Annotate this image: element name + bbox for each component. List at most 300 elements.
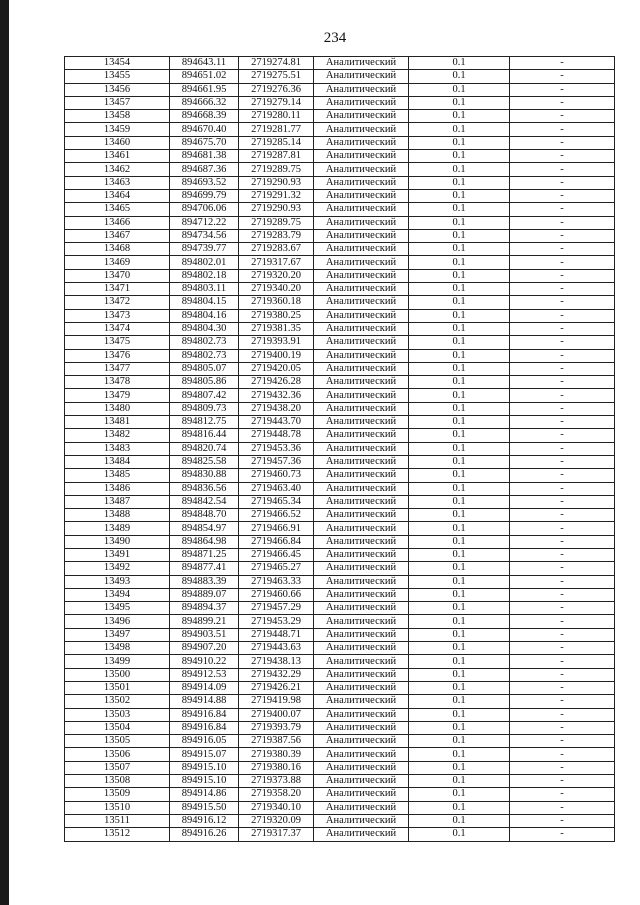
point-number-cell: 13507 [65,761,170,774]
method-cell: Аналитический [314,429,409,442]
y-coordinate-cell: 2719393.79 [239,721,314,734]
x-coordinate-cell: 894809.73 [170,402,239,415]
table-row [65,562,615,575]
point-number-cell: 13460 [65,136,170,149]
point-number-cell: 13508 [65,775,170,788]
point-number-cell: 13469 [65,256,170,269]
method-cell: Аналитический [314,150,409,163]
note-cell: - [510,562,615,575]
y-coordinate-cell: 2719289.75 [239,163,314,176]
note-cell: - [510,814,615,827]
method-cell: Аналитический [314,442,409,455]
method-cell: Аналитический [314,668,409,681]
note-cell: - [510,721,615,734]
y-coordinate-cell: 2719460.66 [239,588,314,601]
note-cell: - [510,509,615,522]
point-number-cell: 13509 [65,788,170,801]
point-number-cell: 13481 [65,416,170,429]
note-cell: - [510,775,615,788]
accuracy-cell: 0.1 [409,322,510,335]
method-cell: Аналитический [314,309,409,322]
table-row [65,189,615,202]
note-cell: - [510,216,615,229]
point-number-cell: 13490 [65,535,170,548]
x-coordinate-cell: 894820.74 [170,442,239,455]
note-cell: - [510,522,615,535]
table-row [65,588,615,601]
table-row [65,96,615,109]
table-row [65,429,615,442]
point-number-cell: 13472 [65,296,170,309]
accuracy-cell: 0.1 [409,70,510,83]
table-row [65,216,615,229]
point-number-cell: 13475 [65,336,170,349]
note-cell: - [510,748,615,761]
table-row [65,681,615,694]
method-cell: Аналитический [314,362,409,375]
y-coordinate-cell: 2719460.73 [239,469,314,482]
table-row [65,309,615,322]
table-row [65,349,615,362]
x-coordinate-cell: 894805.86 [170,376,239,389]
accuracy-cell: 0.1 [409,203,510,216]
y-coordinate-cell: 2719438.13 [239,655,314,668]
method-cell: Аналитический [314,349,409,362]
accuracy-cell: 0.1 [409,535,510,548]
method-cell: Аналитический [314,708,409,721]
point-number-cell: 13461 [65,150,170,163]
x-coordinate-cell: 894804.30 [170,322,239,335]
note-cell: - [510,376,615,389]
y-coordinate-cell: 2719426.28 [239,376,314,389]
x-coordinate-cell: 894883.39 [170,575,239,588]
table-row [65,256,615,269]
accuracy-cell: 0.1 [409,455,510,468]
method-cell: Аналитический [314,562,409,575]
note-cell: - [510,349,615,362]
note-cell: - [510,269,615,282]
table-row [65,801,615,814]
method-cell: Аналитический [314,721,409,734]
method-cell: Аналитический [314,243,409,256]
y-coordinate-cell: 2719287.81 [239,150,314,163]
table-row [65,548,615,561]
note-cell: - [510,615,615,628]
table-row [65,442,615,455]
note-cell: - [510,296,615,309]
x-coordinate-cell: 894687.36 [170,163,239,176]
accuracy-cell: 0.1 [409,110,510,123]
point-number-cell: 13476 [65,349,170,362]
accuracy-cell: 0.1 [409,243,510,256]
y-coordinate-cell: 2719393.91 [239,336,314,349]
table-row [65,269,615,282]
coordinates-table-body [65,57,615,842]
y-coordinate-cell: 2719380.25 [239,309,314,322]
table-row [65,229,615,242]
table-row [65,163,615,176]
table-row [65,416,615,429]
note-cell: - [510,455,615,468]
point-number-cell: 13510 [65,801,170,814]
point-number-cell: 13466 [65,216,170,229]
point-number-cell: 13478 [65,376,170,389]
note-cell: - [510,123,615,136]
point-number-cell: 13495 [65,602,170,615]
accuracy-cell: 0.1 [409,362,510,375]
x-coordinate-cell: 894916.12 [170,814,239,827]
note-cell: - [510,322,615,335]
accuracy-cell: 0.1 [409,176,510,189]
method-cell: Аналитический [314,482,409,495]
y-coordinate-cell: 2719400.19 [239,349,314,362]
method-cell: Аналитический [314,748,409,761]
x-coordinate-cell: 894712.22 [170,216,239,229]
y-coordinate-cell: 2719291.32 [239,189,314,202]
y-coordinate-cell: 2719283.79 [239,229,314,242]
y-coordinate-cell: 2719381.35 [239,322,314,335]
accuracy-cell: 0.1 [409,761,510,774]
method-cell: Аналитический [314,203,409,216]
point-number-cell: 13503 [65,708,170,721]
point-number-cell: 13500 [65,668,170,681]
note-cell: - [510,176,615,189]
note-cell: - [510,309,615,322]
y-coordinate-cell: 2719453.29 [239,615,314,628]
x-coordinate-cell: 894812.75 [170,416,239,429]
table-row [65,136,615,149]
note-cell: - [510,283,615,296]
point-number-cell: 13455 [65,70,170,83]
table-row [65,336,615,349]
x-coordinate-cell: 894803.11 [170,283,239,296]
table-row [65,695,615,708]
accuracy-cell: 0.1 [409,150,510,163]
note-cell: - [510,362,615,375]
note-cell: - [510,828,615,841]
accuracy-cell: 0.1 [409,828,510,841]
table-row [65,615,615,628]
table-row [65,748,615,761]
method-cell: Аналитический [314,136,409,149]
point-number-cell: 13462 [65,163,170,176]
method-cell: Аналитический [314,814,409,827]
x-coordinate-cell: 894854.97 [170,522,239,535]
table-row [65,243,615,256]
x-coordinate-cell: 894910.22 [170,655,239,668]
y-coordinate-cell: 2719289.75 [239,216,314,229]
accuracy-cell: 0.1 [409,655,510,668]
point-number-cell: 13482 [65,429,170,442]
accuracy-cell: 0.1 [409,602,510,615]
note-cell: - [510,150,615,163]
x-coordinate-cell: 894668.39 [170,110,239,123]
accuracy-cell: 0.1 [409,442,510,455]
x-coordinate-cell: 894666.32 [170,96,239,109]
note-cell: - [510,535,615,548]
y-coordinate-cell: 2719279.14 [239,96,314,109]
accuracy-cell: 0.1 [409,522,510,535]
method-cell: Аналитический [314,296,409,309]
method-cell: Аналитический [314,522,409,535]
y-coordinate-cell: 2719340.10 [239,801,314,814]
table-row [65,110,615,123]
x-coordinate-cell: 894802.73 [170,349,239,362]
y-coordinate-cell: 2719281.77 [239,123,314,136]
table-row [65,814,615,827]
note-cell: - [510,735,615,748]
accuracy-cell: 0.1 [409,562,510,575]
point-number-cell: 13492 [65,562,170,575]
y-coordinate-cell: 2719380.16 [239,761,314,774]
note-cell: - [510,336,615,349]
y-coordinate-cell: 2719453.36 [239,442,314,455]
accuracy-cell: 0.1 [409,216,510,229]
y-coordinate-cell: 2719443.63 [239,642,314,655]
point-number-cell: 13463 [65,176,170,189]
point-number-cell: 13464 [65,189,170,202]
method-cell: Аналитический [314,269,409,282]
method-cell: Аналитический [314,775,409,788]
method-cell: Аналитический [314,216,409,229]
x-coordinate-cell: 894830.88 [170,469,239,482]
point-number-cell: 13496 [65,615,170,628]
y-coordinate-cell: 2719448.78 [239,429,314,442]
y-coordinate-cell: 2719466.45 [239,548,314,561]
point-number-cell: 13511 [65,814,170,827]
accuracy-cell: 0.1 [409,389,510,402]
note-cell: - [510,429,615,442]
note-cell: - [510,482,615,495]
accuracy-cell: 0.1 [409,269,510,282]
x-coordinate-cell: 894842.54 [170,495,239,508]
point-number-cell: 13502 [65,695,170,708]
method-cell: Аналитический [314,416,409,429]
x-coordinate-cell: 894675.70 [170,136,239,149]
note-cell: - [510,602,615,615]
table-row [65,642,615,655]
point-number-cell: 13477 [65,362,170,375]
x-coordinate-cell: 894706.06 [170,203,239,216]
y-coordinate-cell: 2719448.71 [239,628,314,641]
accuracy-cell: 0.1 [409,283,510,296]
table-row [65,455,615,468]
method-cell: Аналитический [314,163,409,176]
x-coordinate-cell: 894734.56 [170,229,239,242]
accuracy-cell: 0.1 [409,376,510,389]
note-cell: - [510,189,615,202]
method-cell: Аналитический [314,70,409,83]
table-row [65,668,615,681]
table-row [65,708,615,721]
accuracy-cell: 0.1 [409,735,510,748]
note-cell: - [510,788,615,801]
point-number-cell: 13467 [65,229,170,242]
y-coordinate-cell: 2719358.20 [239,788,314,801]
table-row [65,389,615,402]
point-number-cell: 13479 [65,389,170,402]
table-row [65,203,615,216]
accuracy-cell: 0.1 [409,588,510,601]
accuracy-cell: 0.1 [409,721,510,734]
x-coordinate-cell: 894693.52 [170,176,239,189]
x-coordinate-cell: 894802.73 [170,336,239,349]
table-row [65,482,615,495]
y-coordinate-cell: 2719280.11 [239,110,314,123]
table-row [65,123,615,136]
scan-left-edge [0,0,9,905]
table-row [65,283,615,296]
x-coordinate-cell: 894916.05 [170,735,239,748]
x-coordinate-cell: 894894.37 [170,602,239,615]
x-coordinate-cell: 894816.44 [170,429,239,442]
accuracy-cell: 0.1 [409,814,510,827]
x-coordinate-cell: 894681.38 [170,150,239,163]
point-number-cell: 13486 [65,482,170,495]
y-coordinate-cell: 2719432.29 [239,668,314,681]
y-coordinate-cell: 2719420.05 [239,362,314,375]
method-cell: Аналитический [314,655,409,668]
method-cell: Аналитический [314,256,409,269]
note-cell: - [510,801,615,814]
note-cell: - [510,256,615,269]
x-coordinate-cell: 894804.16 [170,309,239,322]
y-coordinate-cell: 2719400.07 [239,708,314,721]
accuracy-cell: 0.1 [409,642,510,655]
method-cell: Аналитический [314,455,409,468]
method-cell: Аналитический [314,376,409,389]
note-cell: - [510,588,615,601]
accuracy-cell: 0.1 [409,163,510,176]
table-row [65,509,615,522]
note-cell: - [510,243,615,256]
method-cell: Аналитический [314,509,409,522]
x-coordinate-cell: 894651.02 [170,70,239,83]
y-coordinate-cell: 2719465.34 [239,495,314,508]
method-cell: Аналитический [314,83,409,96]
x-coordinate-cell: 894807.42 [170,389,239,402]
x-coordinate-cell: 894699.79 [170,189,239,202]
table-row [65,788,615,801]
y-coordinate-cell: 2719275.51 [239,70,314,83]
accuracy-cell: 0.1 [409,615,510,628]
x-coordinate-cell: 894825.58 [170,455,239,468]
x-coordinate-cell: 894805.07 [170,362,239,375]
accuracy-cell: 0.1 [409,548,510,561]
table-row [65,402,615,415]
y-coordinate-cell: 2719463.33 [239,575,314,588]
y-coordinate-cell: 2719387.56 [239,735,314,748]
x-coordinate-cell: 894836.56 [170,482,239,495]
method-cell: Аналитический [314,788,409,801]
y-coordinate-cell: 2719276.36 [239,83,314,96]
x-coordinate-cell: 894804.15 [170,296,239,309]
method-cell: Аналитический [314,615,409,628]
y-coordinate-cell: 2719466.84 [239,535,314,548]
accuracy-cell: 0.1 [409,695,510,708]
accuracy-cell: 0.1 [409,136,510,149]
note-cell: - [510,681,615,694]
note-cell: - [510,229,615,242]
accuracy-cell: 0.1 [409,123,510,136]
accuracy-cell: 0.1 [409,349,510,362]
table-row [65,575,615,588]
accuracy-cell: 0.1 [409,668,510,681]
y-coordinate-cell: 2719419.98 [239,695,314,708]
accuracy-cell: 0.1 [409,189,510,202]
method-cell: Аналитический [314,96,409,109]
note-cell: - [510,83,615,96]
method-cell: Аналитический [314,495,409,508]
table-row [65,376,615,389]
y-coordinate-cell: 2719432.36 [239,389,314,402]
note-cell: - [510,96,615,109]
y-coordinate-cell: 2719317.67 [239,256,314,269]
note-cell: - [510,548,615,561]
note-cell: - [510,163,615,176]
point-number-cell: 13456 [65,83,170,96]
method-cell: Аналитический [314,828,409,841]
x-coordinate-cell: 894739.77 [170,243,239,256]
point-number-cell: 13488 [65,509,170,522]
x-coordinate-cell: 894864.98 [170,535,239,548]
note-cell: - [510,495,615,508]
x-coordinate-cell: 894670.40 [170,123,239,136]
x-coordinate-cell: 894802.18 [170,269,239,282]
accuracy-cell: 0.1 [409,788,510,801]
method-cell: Аналитический [314,575,409,588]
note-cell: - [510,57,615,70]
note-cell: - [510,442,615,455]
x-coordinate-cell: 894914.86 [170,788,239,801]
y-coordinate-cell: 2719320.20 [239,269,314,282]
table-row [65,628,615,641]
accuracy-cell: 0.1 [409,801,510,814]
table-row [65,775,615,788]
y-coordinate-cell: 2719317.37 [239,828,314,841]
accuracy-cell: 0.1 [409,575,510,588]
x-coordinate-cell: 894643.11 [170,57,239,70]
table-row [65,602,615,615]
accuracy-cell: 0.1 [409,681,510,694]
y-coordinate-cell: 2719438.20 [239,402,314,415]
note-cell: - [510,655,615,668]
x-coordinate-cell: 894912.53 [170,668,239,681]
method-cell: Аналитический [314,110,409,123]
y-coordinate-cell: 2719466.91 [239,522,314,535]
y-coordinate-cell: 2719426.21 [239,681,314,694]
point-number-cell: 13504 [65,721,170,734]
x-coordinate-cell: 894899.21 [170,615,239,628]
point-number-cell: 13454 [65,57,170,70]
x-coordinate-cell: 894848.70 [170,509,239,522]
coordinates-table [64,56,615,842]
table-row [65,296,615,309]
accuracy-cell: 0.1 [409,509,510,522]
x-coordinate-cell: 894907.20 [170,642,239,655]
table-row [65,761,615,774]
point-number-cell: 13512 [65,828,170,841]
point-number-cell: 13468 [65,243,170,256]
note-cell: - [510,642,615,655]
note-cell: - [510,695,615,708]
y-coordinate-cell: 2719283.67 [239,243,314,256]
accuracy-cell: 0.1 [409,469,510,482]
note-cell: - [510,761,615,774]
accuracy-cell: 0.1 [409,336,510,349]
note-cell: - [510,110,615,123]
note-cell: - [510,203,615,216]
